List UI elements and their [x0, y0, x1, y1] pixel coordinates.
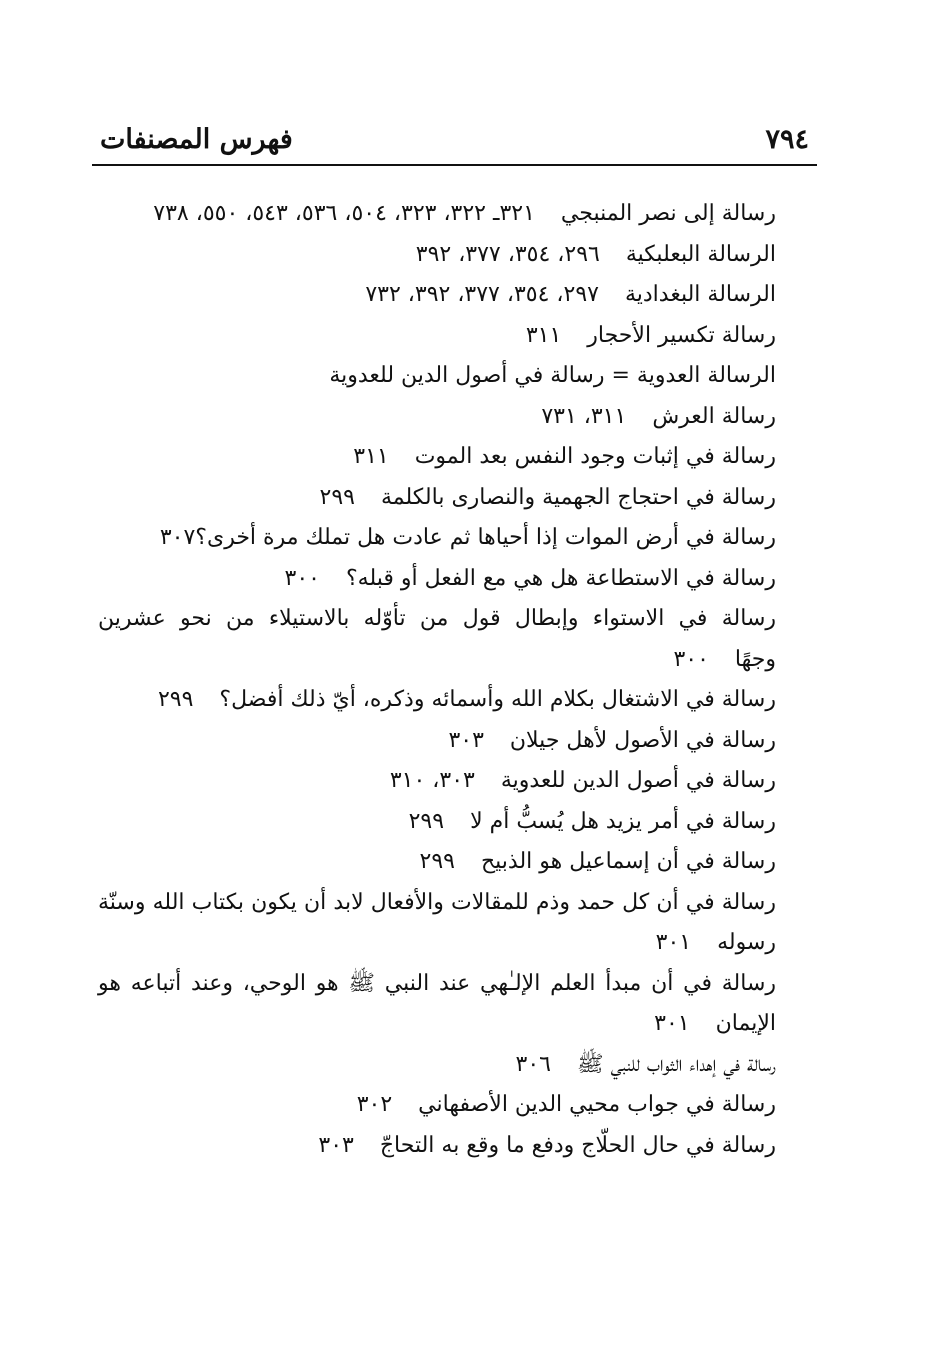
- entry-title: رسالة في الاستطاعة هل هي مع الفعل أو قبله؟: [345, 565, 776, 591]
- entry-pages: ٢٩٩: [408, 808, 445, 834]
- entry-title: رسالة إلى نصر المنبجي: [560, 201, 776, 226]
- index-entries: [98, 194, 776, 1166]
- entry-pages: ٣٠٠: [284, 565, 320, 591]
- entry-title: رسالة في الأصول لأهل جيلان: [509, 727, 776, 753]
- index-entry: [98, 275, 776, 316]
- entry-pages: ٣٠١: [654, 1011, 690, 1036]
- page-number: ٧٩٤: [765, 124, 809, 155]
- index-entry: [98, 397, 776, 438]
- page-header: [92, 120, 817, 166]
- entry-pages: ٢٩٩: [419, 849, 455, 874]
- index-entry: [98, 518, 776, 559]
- running-title: فهرس المصنفات: [100, 124, 293, 155]
- entry-title: رسالة في أمر يزيد هل يُسبُّ أم لا: [470, 808, 776, 834]
- entry-pages: ٣٠٢: [356, 1092, 393, 1117]
- index-entry: [98, 235, 776, 276]
- index-entry: [98, 599, 776, 680]
- entry-pages: ٣٠٣: [318, 1132, 354, 1158]
- index-entry: [98, 721, 776, 762]
- index-entry: [98, 316, 776, 357]
- index-entry: [98, 1085, 776, 1126]
- entry-pages: ٢٩٩: [319, 484, 355, 510]
- entry-pages: ٣٠٣، ٣١٠: [389, 768, 475, 793]
- index-entry: [98, 761, 776, 802]
- entry-title: رسالة في جواب محيي الدين الأصفهاني: [418, 1092, 776, 1117]
- entry-title: الرسالة العدوية = رسالة في أصول الدين للعدوية: [329, 363, 776, 388]
- entry-pages: ٢٩٦، ٣٥٤، ٣٧٧، ٣٩٢: [415, 241, 600, 267]
- entry-title: الرسالة البغدادية: [624, 282, 776, 307]
- entry-title: رسالة في الاشتغال بكلام الله وأسمائه وذكره، أيّ ذلك أفضل؟: [219, 687, 776, 712]
- index-entry: [98, 1126, 776, 1167]
- index-entry: [98, 964, 776, 1045]
- entry-pages: ٢٩٩: [157, 687, 194, 712]
- index-entry: [98, 883, 776, 964]
- index-entry: [98, 437, 776, 478]
- entry-pages: ٣٢١ـ ٣٢٢، ٣٢٣، ٥٠٤، ٥٣٦، ٥٤٣، ٥٥٠، ٧٣٨: [153, 201, 535, 226]
- entry-title: رسالة في إهداء الثواب للنبي ﷺ: [577, 1051, 776, 1077]
- index-entry: [98, 194, 776, 235]
- index-entry: [98, 356, 776, 397]
- entry-title: رسالة في الاستواء وإبطال قول من تأوّله بالاستيلاء من نحو عشرين وجهًا: [98, 606, 776, 672]
- index-entry: [98, 680, 776, 721]
- entry-pages: ٣١١: [353, 444, 389, 469]
- entry-pages: ٣٠٦: [515, 1051, 551, 1077]
- entry-title: الرسالة البعلبكية: [625, 241, 776, 267]
- entry-title: رسالة في احتجاج الجهمية والنصارى بالكلمة: [380, 484, 776, 510]
- entry-title: رسالة في أرض الموات إذا أحياها ثم عادت هل تملك مرة أخرى؟: [195, 525, 776, 550]
- entry-pages: ٢٩٧، ٣٥٤، ٣٧٧، ٣٩٢، ٧٣٢: [365, 282, 599, 307]
- entry-pages: ٣٠٣: [448, 727, 484, 753]
- entry-pages: ٣٠٠: [673, 646, 709, 672]
- entry-pages: ٣٠٧: [159, 525, 196, 550]
- index-entry: [98, 802, 776, 843]
- index-entry: [98, 842, 776, 883]
- entry-title: رسالة تكسير الأحجار: [587, 322, 776, 348]
- index-entry: [98, 478, 776, 519]
- index-entry: [98, 559, 776, 600]
- entry-title: رسالة في أن إسماعيل هو الذبيح: [480, 849, 776, 874]
- entry-title: رسالة في إثبات وجود النفس بعد الموت: [414, 444, 776, 469]
- entry-pages: ٣١١: [525, 322, 562, 348]
- entry-title: رسالة العرش: [652, 403, 776, 429]
- index-entry: [98, 1045, 776, 1086]
- entry-title: رسالة في حال الحلّاج ودفع ما وقع به التحاجّ: [379, 1132, 776, 1158]
- entry-title: رسالة في أن كل حمد وذم للمقالات والأفعال لابد أن يكون بكتاب الله وسنّة رسوله: [98, 889, 776, 955]
- entry-title: رسالة في أن مبدأ العلم الإلـٰهي عند النبي ﷺ هو الوحي، وعند أتباعه هو الإيمان: [98, 970, 776, 1036]
- entry-pages: ٣٠١: [655, 930, 692, 955]
- entry-pages: ٣١١، ٧٣١: [541, 403, 627, 429]
- entry-title: رسالة في أصول الدين للعدوية: [500, 768, 776, 793]
